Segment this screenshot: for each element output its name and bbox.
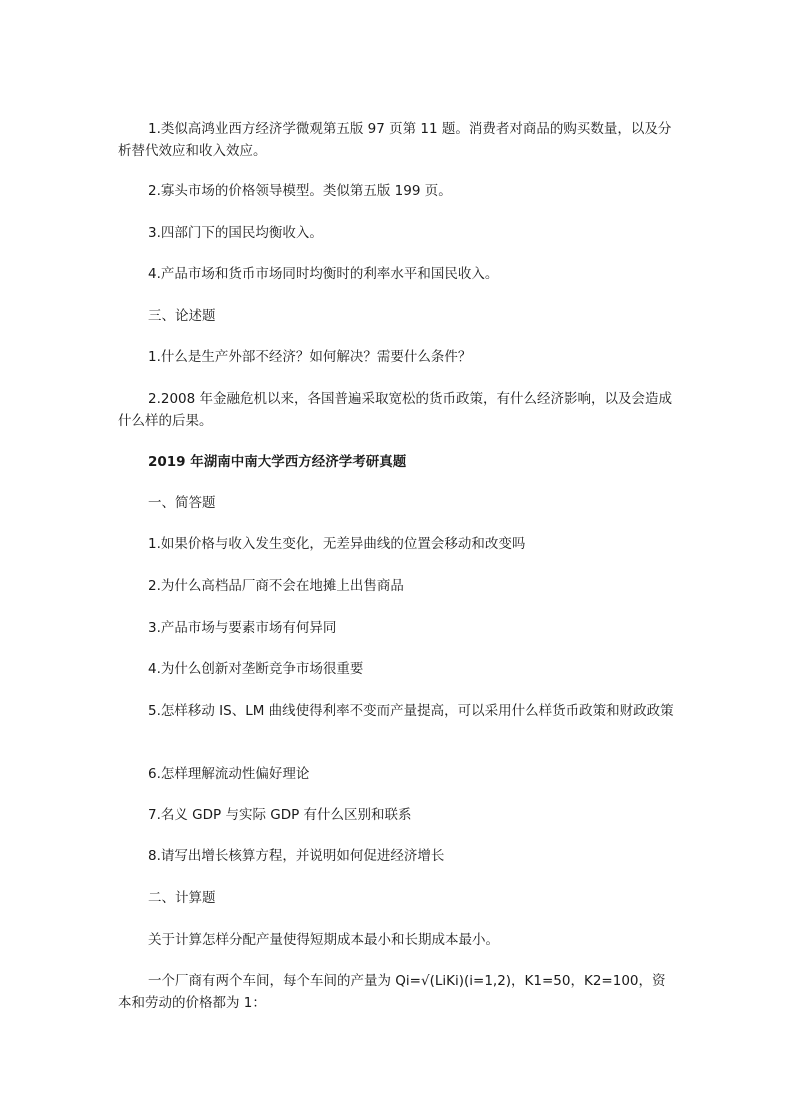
question-item: 1.什么是生产外部不经济？如何解决？需要什么条件？	[148, 349, 472, 365]
question-item: 2.寡头市场的价格领导模型。类似第五版 199 页。	[148, 183, 452, 199]
question-item: 8.请写出增长核算方程，并说明如何促进经济增长	[148, 848, 445, 864]
question-item: 7.名义 GDP 与实际 GDP 有什么区别和联系	[148, 807, 412, 823]
exam-title: 2019 年湖南中南大学西方经济学考研真题	[148, 454, 407, 470]
body-text: 一个厂商有两个车间，每个车间的产量为 Qi=√(LiKi)(i=1,2)，K1=50，K2=100，资本和劳动的价格都为 1：	[118, 973, 666, 1011]
question-item: 5.怎样移动 IS、LM 曲线使得利率不变而产量提高，可以采用什么样货币政策和财政政策	[148, 703, 674, 719]
question-item: 6.怎样理解流动性偏好理论	[148, 766, 310, 782]
question-item: 2.2008 年金融危机以来，各国普遍采取宽松的货币政策，有什么经济影响，以及会造成什么样的后果。	[118, 391, 673, 429]
section-heading: 一、简答题	[148, 495, 216, 511]
question-item: 3.产品市场与要素市场有何异同	[148, 620, 337, 636]
question-item: 2.为什么高档品厂商不会在地摊上出售商品	[148, 578, 404, 594]
section-heading: 二、计算题	[148, 890, 216, 906]
body-text: 关于计算怎样分配产量使得短期成本最小和长期成本最小。	[148, 932, 499, 948]
question-item: 4.为什么创新对垄断竞争市场很重要	[148, 661, 364, 677]
section-heading: 三、论述题	[148, 308, 216, 324]
question-item: 1.类似高鸿业西方经济学微观第五版 97 页第 11 题。消费者对商品的购买数量，以及分析替代效应和收入效应。	[118, 121, 672, 159]
question-item: 3.四部门下的国民均衡收入。	[148, 225, 323, 241]
question-item: 4.产品市场和货币市场同时均衡时的利率水平和国民收入。	[148, 266, 499, 282]
question-item: 1.如果价格与收入发生变化，无差异曲线的位置会移动和改变吗	[148, 536, 526, 552]
